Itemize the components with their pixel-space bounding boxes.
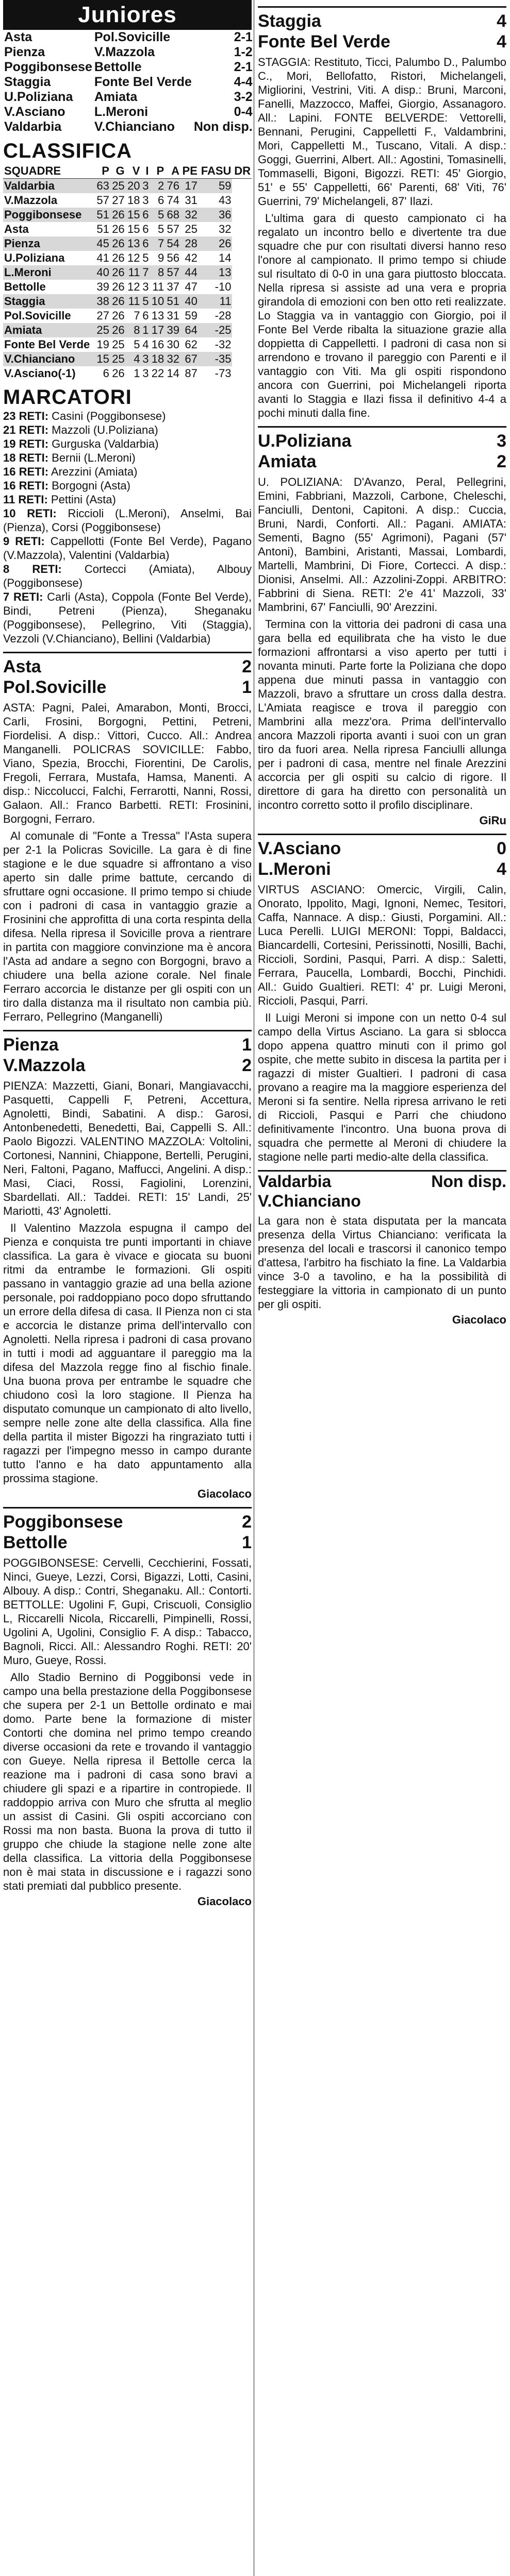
standings-cell: 45 xyxy=(95,236,110,251)
standings-cell: 51 xyxy=(165,294,180,309)
standings-cell: 6 xyxy=(157,194,164,207)
standings-cell: 39 xyxy=(96,280,109,293)
standings-cell: 3 xyxy=(141,352,150,366)
standings-cell: 40 xyxy=(180,294,199,309)
standings-title: CLASSIFICA xyxy=(3,140,132,162)
standings-cell: 76 xyxy=(165,179,180,194)
standings-row xyxy=(3,208,252,222)
standings-cell: 26 xyxy=(112,223,125,235)
scorer-goals: 7 RETI: xyxy=(3,590,43,603)
standings-cell: 3 xyxy=(141,179,150,194)
standings-cell: 74 xyxy=(167,194,179,207)
scorer-entry: 16 RETI: Borgogni (Asta) xyxy=(3,479,130,492)
standings-row xyxy=(3,236,252,251)
match-report-text: Termina con la vittoria dei padroni di casa una gara bella ed equilibrata che ha visto le due formazioni affrontarsi a viso aperto per tutti i novanta minuti. Parte forte la Poliziana che dopo appena due minuti passa in vantaggio con Mazzoli, bravo a sfruttare un cross dalla destra. L'Amiata reagisce e trova il pareggio con Mambrini alla mezz'ora. Prima dell'intervallo ancora Mazzoli riporta avanti i suoi con un gran tiro da fuori area. Nella ripresa Fanciulli allunga per i padroni di casa, mentre nel finale Arezzini accorcia per gli ospiti su calcio di rigore. Il direttore di gara ha diretto con personalità un incontro corretto sotto il profilo disciplinare. xyxy=(258,618,506,811)
left-match-reports xyxy=(3,652,252,1908)
standings-cell: 11 xyxy=(126,294,141,309)
standings-col-header: DR xyxy=(232,164,252,179)
standings-cell: 3 xyxy=(142,194,149,207)
match-home-goals: 3 xyxy=(497,431,506,451)
standings-cell: L.Meroni xyxy=(3,265,95,280)
standings-cell: 59 xyxy=(199,179,233,194)
standings-cell: 25 xyxy=(112,338,125,351)
final-note-away: V.Chianciano xyxy=(258,1192,361,1210)
result-score: 2-1 xyxy=(234,60,253,74)
standings-cell: 10 xyxy=(150,294,165,309)
match-home-row xyxy=(3,1512,252,1532)
standings-cell: 26 xyxy=(199,236,233,251)
match-away-goals: 2 xyxy=(497,452,506,471)
match-home: Asta xyxy=(3,657,41,676)
scorer-entry: 21 RETI: Mazzoli (U.Poliziana) xyxy=(3,423,158,436)
match-away-row xyxy=(3,1532,252,1553)
right-match-reports xyxy=(258,6,506,1164)
standings-cell: 31 xyxy=(167,309,179,322)
standings-cell: 3 xyxy=(142,367,149,380)
standings-cell: 13 xyxy=(126,236,141,251)
result-home: Asta xyxy=(4,30,32,44)
standings-cell: 5 xyxy=(142,251,149,264)
standings-row xyxy=(3,179,252,194)
result-row xyxy=(3,45,254,60)
standings-cell: 5 xyxy=(157,223,164,235)
result-score: 0-4 xyxy=(234,105,253,119)
standings-row xyxy=(3,309,252,323)
match-home-row xyxy=(258,838,506,859)
standings-cell: 30 xyxy=(167,338,179,351)
result-row xyxy=(3,30,254,45)
standings-cell: 14 xyxy=(167,367,179,380)
final-note-home: Valdarbia xyxy=(258,1172,332,1191)
result-away: V.Mazzola xyxy=(94,45,155,59)
standings-cell: V.Asciano(-1) xyxy=(4,367,76,380)
standings-cell: 5 xyxy=(134,338,140,351)
standings-cell: 40 xyxy=(95,265,110,280)
standings-cell: Asta xyxy=(4,223,29,235)
standings-cell: 57 xyxy=(167,223,179,235)
standings-cell: 15 xyxy=(127,223,140,235)
standings-cell: -35 xyxy=(199,352,233,366)
standings-cell: 12 xyxy=(127,251,140,264)
standings-cell: 26 xyxy=(112,367,125,380)
standings-cell: 42 xyxy=(185,251,198,264)
standings-row xyxy=(3,193,252,208)
result-home: Pienza xyxy=(4,45,45,59)
result-away: L.Meroni xyxy=(94,105,149,119)
standings-cell: 39 xyxy=(165,323,180,337)
match-home: Poggibonsese xyxy=(3,1512,123,1532)
match-home-row xyxy=(3,656,252,677)
scorer-entry: 18 RETI: Bernii (L.Meroni) xyxy=(3,451,136,464)
standings-row xyxy=(3,294,252,309)
match-lineups: ASTA: Pagni, Palei, Amarabon, Monti, Brocci, Carli, Frosini, Borgogni, Pettini, Petreni, Fiordelisi. A disp.: Vittori, Cucco. All.: Andrea Manganelli. POLICRAS SOVICILLE: Fabbo, Viano, Spezia, Brocchi, Fiorentini, De Carolis, Fregoli, Ferrara, Mustafa, Hamsa, Manenti. A disp.: Niccolucci, Falchi, Ferrarotti, Nanni, Rossi, Galaon. All.: Franco Barbetti. RETI: Frosinini, Borgogni, Ferraro. xyxy=(3,701,252,825)
match-report-text: Allo Stadio Bernino di Poggibonsi vede in campo una bella prestazione della Poggibonsese che supera per 2-1 un Bettolle ordinato e mai domo. Parte bene la formazione di mister Contorti che domina nel primo tempo creando diverse occasioni da rete e trovando il vantaggio con Gueye. Nella ripresa il Bettolle cerca la reazione ma i padroni di casa sono bravi a chiudere gli spazi e a ripartire in contropiede. Il raddoppio arriva con Muro che sfrutta al meglio un assist di Casini. Gli ospiti accorciano con Rossi ma non basta. Buona la prova di tutto il gruppo che chiude la stagione nelle zone alte della classifica. La vittoria della Poggibonsese non è mai stata in discussione e i ragazzi sono stati premiati dal pubblico presente. xyxy=(3,1671,252,1892)
scorer-goals: 11 RETI: xyxy=(3,493,48,506)
standings-cell: 18 xyxy=(127,194,140,207)
standings-cell: 11 xyxy=(199,294,233,309)
results-header: Juniores xyxy=(3,0,252,30)
standings-cell: -10 xyxy=(215,280,232,293)
standings-cell: 1 xyxy=(134,367,140,380)
standings-cell: 28 xyxy=(180,236,199,251)
standings-cell: 57 xyxy=(165,265,180,280)
standings-cell: 22 xyxy=(151,367,164,380)
match-away-row xyxy=(3,677,252,698)
scorers-title: MARCATORI xyxy=(3,386,132,409)
standings-col-header: SQUADRE xyxy=(3,164,95,179)
standings-cell: 44 xyxy=(180,265,199,280)
match-home: Staggia xyxy=(258,11,321,31)
standings-cell: -32 xyxy=(215,338,232,351)
standings-cell: 41 xyxy=(96,251,109,264)
scorer-goals: 16 RETI: xyxy=(3,465,49,478)
result-row xyxy=(3,90,254,105)
standings-row xyxy=(3,265,252,280)
match-report-text: Il Valentino Mazzola espugna il campo del Pienza e conquista tre punti importanti in chiave classifica. La gara è vivace e giocata su buoni ritmi da entrambe le formazioni. Gli ospiti passano in vantaggio grazie ad una bella azione personale, poi raddoppiano poco dopo sfruttando un errore della difesa di casa. Il Pienza non ci sta e accorcia le distanze prima dell'intervallo con Agnoletti. Nella ripresa i padroni di casa provano in tutti i modi ad agguantare il pareggio ma la difesa del Mazzola regge fino al fischio finale. Una buona prova per entrambe le squadre che chiudono così la loro stagione. Il Pienza ha disputato comunque un campionato di alto livello, sempre nelle zone alte della classifica. Alla fine della partita il mister Bigozzi ha ringraziato tutti i ragazzi per l'impegno messo in campo durante tutto l'anno e ha dato appuntamento alla prossima stagione. xyxy=(3,1222,252,1485)
standings-cell: 15 xyxy=(126,208,141,222)
match-away-goals: 1 xyxy=(242,677,252,697)
result-score: 1-2 xyxy=(234,45,253,59)
standings-cell: 1 xyxy=(141,323,150,337)
standings-cell: 11 xyxy=(126,265,141,280)
result-score: 3-2 xyxy=(234,90,253,104)
standings-cell: 6 xyxy=(141,236,150,251)
match-home-goals: 1 xyxy=(242,1035,252,1055)
scorer-entry: 16 RETI: Arezzini (Amiata) xyxy=(3,465,138,478)
scorer-entry: 8 RETI: Cortecci (Amiata), Albouy (Poggibonsese) xyxy=(3,563,252,589)
standings-cell: 20 xyxy=(126,179,141,194)
standings-cell: 26 xyxy=(110,236,126,251)
result-score: Non disp. xyxy=(193,120,253,134)
match-away: Bettolle xyxy=(3,1533,68,1552)
standings-cell: 26 xyxy=(112,251,125,264)
result-away: V.Chianciano xyxy=(94,120,175,134)
match-lineups: POGGIBONSESE: Cervelli, Cecchierini, Fossati, Ninci, Gueye, Lezzi, Corsi, Bigazzi, Lotti, Casini, Albouy. A disp.: Contri, Sheganaku. All.: Contorti. BETTOLLE: Ugolini F, Gupi, Criscuoli, Consiglio L, Riccarelli Nicola, Riccarelli, Pimpinelli, Rossi, Ugolini A, Ugolini, Consiglio F. A disp.: Tabacco, Bagnoli, Ricci. All.: Alessandro Roghi. RETI: 20' Muro, Gueye, Rossi. xyxy=(3,1556,252,1667)
standings-cell: 56 xyxy=(167,251,179,264)
standings-cell: -28 xyxy=(215,309,232,322)
scorer-goals: 21 RETI: xyxy=(3,423,49,436)
match-home: U.Poliziana xyxy=(258,431,352,451)
standings-col-header: PE xyxy=(180,164,199,179)
scorer-goals: 9 RETI: xyxy=(3,535,45,548)
results-table xyxy=(3,30,254,134)
match-signature: Giacolaco xyxy=(197,1895,252,1908)
standings-cell: 16 xyxy=(151,338,164,351)
standings-col-header: P xyxy=(95,164,110,179)
match-home: V.Asciano xyxy=(258,839,341,858)
match-report-text: L'ultima gara di questo campionato ci ha regalato un incontro bello e divertente tra due squadre che pur con risultati diversi hanno reso l'onore al campionato. Il primo tempo si chiude sul risultato di 0-0 in una gara piuttosto bloccata. Nella ripresa si assiste ad una vera e propria girandola di emozioni con ben otto reti realizzate. Lo Staggia va in vantaggio con Giorgio, poi il Fonte Bel Verde ribalta la situazione grazie alla doppietta di Cappelletti. I padroni di casa non si arrendono e trovano il pareggio con Parenti e il vantaggio con Viti. Ma gli ospiti rispondono ancora con Guerrini, poi Michelangeli riporta avanti lo Staggia e Ilazi fissa il definitivo 4-4 a pochi minuti dalla fine. xyxy=(258,212,506,419)
match-home-goals: 4 xyxy=(497,11,506,31)
standings-cell: 4 xyxy=(126,352,141,366)
result-away: Bettolle xyxy=(94,60,142,74)
match-home-row xyxy=(258,11,506,31)
standings-cell: 4 xyxy=(142,338,149,351)
standings-cell: 36 xyxy=(199,208,233,222)
result-home: Poggibonsese xyxy=(4,60,92,74)
match-report xyxy=(3,652,252,1024)
standings-row xyxy=(3,222,252,236)
match-report-text: Il Luigi Meroni si impone con un netto 0-4 sul campo della Virtus Asciano. La gara si sblocca dopo appena quattro minuti con il primo gol ospite, che mette subito in discesa la partita per i ragazzi di mister Gualtieri. I padroni di casa provano a reagire ma la maggiore esperienza del Meroni si fa sentire. Nella ripresa arrivano le reti di Riccioli, Pasqui e Parri che chiudono definitivamente l'incontro. Una buona prova di squadra che permette al Meroni di chiudere la stagione nelle parti medio-alte della classifica. xyxy=(258,1011,506,1163)
standings-cell: 14 xyxy=(218,251,232,264)
standings-cell: 13 xyxy=(199,265,233,280)
result-row xyxy=(3,60,254,75)
scorer-goals: 18 RETI: xyxy=(3,451,49,464)
standings-col-header: I xyxy=(141,164,150,179)
standings-col-header: V xyxy=(126,164,141,179)
final-author: Giacolaco xyxy=(452,1313,506,1326)
standings-cell: V.Mazzola xyxy=(4,194,58,207)
match-away-goals: 4 xyxy=(497,32,506,52)
match-away-row xyxy=(3,1055,252,1076)
match-home-goals: 2 xyxy=(242,657,252,676)
standings-row xyxy=(3,280,252,294)
result-away: Amiata xyxy=(94,90,138,104)
standings-cell: 26 xyxy=(112,309,125,322)
standings-row xyxy=(3,366,252,381)
standings-cell: 26 xyxy=(110,294,126,309)
standings-cell: 6 xyxy=(142,309,149,322)
match-lineups: U. POLIZIANA: D'Avanzo, Peral, Pellegrini, Emini, Fabbriani, Mazzoli, Carbone, Cheleschi, Fanciulli, Dentoni, Capitoni. A disp.: Cuccia, Bruni, Nardi, Conforti. All.: Pagani. AMIATA: Sementi, Bagno (55' Agrimoni), Pagani (57' Antoni), Bambini, Aristanti, Massai, Lombardi, Martelli, Mambrini, Di Fiore, Cortecci. A disp.: Dionisi, Anselmi. All.: Azzolini-Zoppi. ARBITRO: Fabbrini di Siena. RETI: 2'e 41' Mazzoli, 33' Mambrini, 67' Fanciulli, 90' Arezzini. xyxy=(258,476,506,614)
match-report xyxy=(3,1030,252,1501)
match-away: Amiata xyxy=(258,452,317,471)
standings-cell: 25 xyxy=(185,223,198,235)
standings-cell: 11 xyxy=(152,280,164,293)
scorer-goals: 16 RETI: xyxy=(3,479,49,492)
match-away: V.Mazzola xyxy=(3,1056,86,1075)
match-away-goals: 2 xyxy=(242,1056,252,1075)
match-home-goals: 2 xyxy=(242,1512,252,1532)
scorers-list xyxy=(3,409,252,646)
standings-row xyxy=(3,251,252,265)
standings-cell: U.Poliziana xyxy=(4,251,65,264)
standings-cell: 25 xyxy=(110,179,126,194)
final-note xyxy=(258,1170,506,1327)
standings-cell: 26 xyxy=(110,208,126,222)
match-away: L.Meroni xyxy=(258,859,331,879)
standings-cell: V.Chianciano xyxy=(3,352,95,366)
match-report xyxy=(258,426,506,827)
final-note-text: La gara non è stata disputata per la mancata presenza della Virtus Chianciano: verificata la presenza del locali e trascorsi il canonico tempo d'attesa, l'arbitro ha fischiato la fine. La Valdarbia vince 3-0 a tavolino, e ha la possibilità di festeggiare la vittoria in campionato di un punto per gli ospiti. xyxy=(258,1214,506,1311)
standings-cell: 5 xyxy=(150,208,165,222)
result-away: Pol.Sovicille xyxy=(94,30,171,44)
result-home: Staggia xyxy=(4,75,51,89)
scorer-goals: 19 RETI: xyxy=(3,437,49,450)
left-column xyxy=(3,0,252,1908)
standings-cell: 26 xyxy=(110,265,126,280)
standings-cell: 6 xyxy=(103,367,109,380)
final-note-status: Non disp. xyxy=(431,1172,506,1191)
scorer-goals: 8 RETI: xyxy=(3,563,62,575)
standings-cell: 54 xyxy=(165,236,180,251)
standings-cell: Pienza xyxy=(3,236,95,251)
standings-cell: 38 xyxy=(95,294,110,309)
standings-cell: Staggia xyxy=(3,294,95,309)
standings-table xyxy=(3,164,252,381)
standings-cell: 2 xyxy=(150,179,165,194)
standings-row xyxy=(3,323,252,337)
standings-cell: 8 xyxy=(150,265,165,280)
standings-cell: 32 xyxy=(218,223,232,235)
standings-cell: 3 xyxy=(142,280,149,293)
standings-cell: 25 xyxy=(110,352,126,366)
standings-cell: Amiata xyxy=(3,323,95,337)
standings-col-header: A xyxy=(165,164,180,179)
scorer-entry: 23 RETI: Casini (Poggibonsese) xyxy=(3,410,166,422)
match-report xyxy=(258,6,506,420)
result-home: Valdarbia xyxy=(4,120,62,134)
standings-cell: Poggibonsese xyxy=(3,208,95,222)
standings-col-header: G xyxy=(110,164,126,179)
standings-cell: 31 xyxy=(185,194,198,207)
standings-row xyxy=(3,337,252,352)
standings-col-header: P xyxy=(150,164,165,179)
standings-cell: 26 xyxy=(112,280,125,293)
result-row xyxy=(3,120,254,134)
standings-cell: 26 xyxy=(110,323,126,337)
standings-cell: 7 xyxy=(141,265,150,280)
standings-cell: 13 xyxy=(151,309,164,322)
standings-cell: 5 xyxy=(141,294,150,309)
standings-cell: 17 xyxy=(180,179,199,194)
match-signature: GiRu xyxy=(479,814,506,827)
standings-cell: 37 xyxy=(167,280,179,293)
standings-col-header: FASU xyxy=(199,164,233,179)
match-home: Pienza xyxy=(3,1035,59,1055)
match-lineups: VIRTUS ASCIANO: Omercic, Virgili, Calin, Onorato, Ippolito, Magi, Ignoni, Nemec, Tesitori, Caffa, Nannace. A disp.: Giusti, Porgamini. All.: Luca Perelli. LUIGI MERONI: Toppi, Baldacci, Biancardelli, Cortesini, Perissinotti, Nosilli, Bachi, Riccioli, Sordini, Pasqui, Parri. A disp.: Saletti, Ferrara, Paucella, Lombardi, Bocchi, Pinchidi. All.: Guido Gualtieri. RETI: 4' pr. Luigi Meroni, Riccioli, Pasqui, Parri. xyxy=(258,883,506,1007)
result-score: 2-1 xyxy=(234,30,253,44)
standings-cell: 43 xyxy=(218,194,232,207)
match-home-row xyxy=(3,1035,252,1055)
match-away-goals: 1 xyxy=(242,1533,252,1552)
match-report-text: Al comunale di "Fonte a Tressa" l'Asta supera per 2-1 la Policras Sovicille. La gara è di fine stagione e le due squadre si affrontano a viso aperto sin dalle prime battute, cercando di sfruttare ogni occasione. Il primo tempo si chiude con i padroni di casa in vantaggio grazie a Frosinini che approfitta di una corta respinta della difesa. Nella ripresa il Sovicille prova a rientrare in partita con maggiore convinzione ma è ancora l'Asta ad andare a segno con Borgogni, bravo a chiudere una bella azione corale. Nel finale Ferraro accorcia le distanze per gli ospiti con un tiro dalla distanza ma il risultato non cambia più. Ferraro, Pellegrino (Manganelli) xyxy=(3,829,252,1023)
match-home-goals: 0 xyxy=(497,839,506,858)
standings-cell: -25 xyxy=(199,323,233,337)
standings-cell: 6 xyxy=(142,223,149,235)
standings-cell: 68 xyxy=(165,208,180,222)
standings-cell: 67 xyxy=(180,352,199,366)
match-lineups: STAGGIA: Restituto, Ticci, Palumbo D., Palumbo C., Mori, Bellofatto, Ristori, Michelangeli, Migliorini, Vestrini, Viti. A disp.: Bruni, Marconi, Fanelli, Mazzocco, Maffei, Giorgio, Assanagoro. All.: Lapini. FONTE BELVERDE: Vettorelli, Bennani, Perugini, Cappelletti F., Valdambrini, Mori, Cappelletti M., Tuscano, Vitali. A disp.: Goggi, Guerrini, Albert. All.: Agostini, Tomasinelli, Tommaselli, Bigoni, Bigozzi. RETI: 45' Giorgio, 51' e 55' Cappelletti, 66' Parenti, 68' Viti, 76' Guerrini, 79' Michelangeli, 87' Ilazi. xyxy=(258,56,506,208)
standings-cell: 32 xyxy=(180,208,199,222)
standings-cell: Bettolle xyxy=(4,280,46,293)
scorer-entry: 10 RETI: Riccioli (L.Meroni), Anselmi, Bai (Pienza), Corsi (Poggibonsese) xyxy=(3,507,252,534)
result-away: Fonte Bel Verde xyxy=(94,75,192,89)
standings-cell: 17 xyxy=(150,323,165,337)
standings-cell: 6 xyxy=(141,208,150,222)
scorer-entry: 11 RETI: Pettini (Asta) xyxy=(3,493,116,506)
match-report xyxy=(258,834,506,1164)
match-away: Pol.Sovicille xyxy=(3,677,107,697)
standings-cell: 51 xyxy=(95,208,110,222)
standings-cell: 19 xyxy=(96,338,109,351)
standings-cell: 57 xyxy=(96,194,109,207)
standings-cell: 7 xyxy=(134,309,140,322)
standings-cell: 8 xyxy=(126,323,141,337)
match-report xyxy=(3,1507,252,1908)
match-away-row xyxy=(258,451,506,472)
standings-cell: 62 xyxy=(185,338,198,351)
standings-cell: Pol.Sovicille xyxy=(4,309,71,322)
right-column xyxy=(258,0,506,1327)
standings-cell: 9 xyxy=(157,251,164,264)
match-away-goals: 4 xyxy=(497,859,506,879)
match-away-row xyxy=(258,31,506,52)
standings-cell: 27 xyxy=(112,194,125,207)
result-home: U.Poliziana xyxy=(4,90,73,104)
result-home: V.Asciano xyxy=(4,105,65,119)
match-away-row xyxy=(258,859,506,879)
result-score: 4-4 xyxy=(234,75,253,89)
match-home-row xyxy=(258,431,506,451)
scorer-entry: 19 RETI: Gurguska (Valdarbia) xyxy=(3,437,159,450)
standings-cell: 64 xyxy=(180,323,199,337)
standings-cell: 7 xyxy=(150,236,165,251)
standings-cell: 15 xyxy=(95,352,110,366)
result-row xyxy=(3,105,254,120)
standings-cell: 87 xyxy=(185,367,198,380)
standings-cell: 51 xyxy=(96,223,109,235)
match-signature: Giacolaco xyxy=(197,1487,252,1500)
standings-cell: 25 xyxy=(95,323,110,337)
scorer-entry: 7 RETI: Carli (Asta), Coppola (Fonte Bel Verde), Bindi, Petreni (Pienza), Sheganaku (Poggibonsese), Pellegrino, Viti (Staggia), Vezzoli (V.Chianciano), Bellini (Valdarbia) xyxy=(3,590,252,645)
standings-cell: 12 xyxy=(127,280,140,293)
standings-cell: Valdarbia xyxy=(3,179,95,194)
standings-cell: 32 xyxy=(165,352,180,366)
scorer-entry: 9 RETI: Cappellotti (Fonte Bel Verde), Pagano (V.Mazzola), Valentini (Valdarbia) xyxy=(3,535,252,562)
match-lineups: PIENZA: Mazzetti, Giani, Bonari, Mangiavacchi, Pasquetti, Cappelli F, Petreni, Accettura, Agnoletti, Bindi, Sabatini. A disp.: Garosi, Antonbenedetti, Benedetti, Bai, Cappelli S. All.: Paolo Bigozzi. VALENTINO MAZZOLA: Voltolini, Cortonesi, Nannini, Chiappone, Bertelli, Perugini, Neri, Faltoni, Pagano, Maffucci, Angelini. A disp.: Masi, Ciaci, Rossi, Fagiolini, Lorenzini, Sbardellati. All.: Taddei. RETI: 15' Landi, 25' Mariotti, 43' Agnoletti. xyxy=(3,1079,252,1217)
standings-cell: 63 xyxy=(95,179,110,194)
standings-cell: 59 xyxy=(185,309,198,322)
standings-cell: 47 xyxy=(185,280,198,293)
standings-cell: 18 xyxy=(150,352,165,366)
standings-row xyxy=(3,352,252,366)
standings-cell: 27 xyxy=(96,309,109,322)
standings-cell: -73 xyxy=(215,367,232,380)
result-row xyxy=(3,75,254,90)
standings-cell: Fonte Bel Verde xyxy=(4,338,90,351)
scorer-goals: 10 RETI: xyxy=(3,507,57,520)
scorer-goals: 23 RETI: xyxy=(3,410,49,422)
match-away: Fonte Bel Verde xyxy=(258,32,390,52)
